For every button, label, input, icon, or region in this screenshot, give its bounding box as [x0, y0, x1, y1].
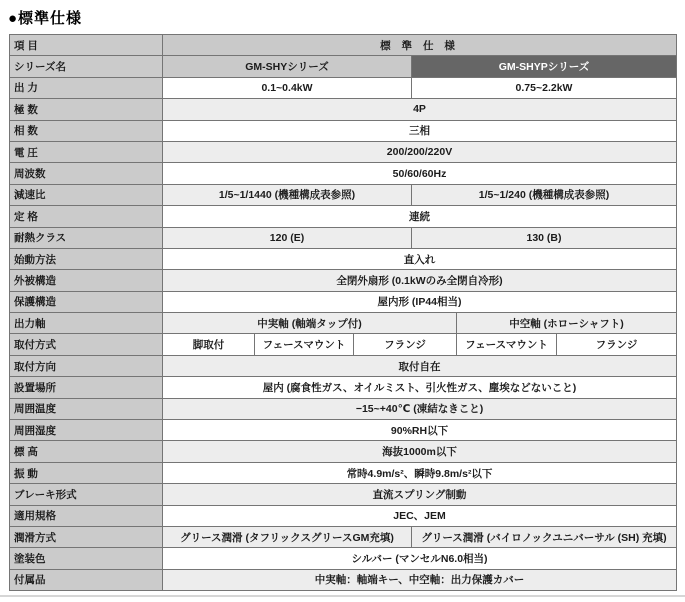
standard-spec-table [9, 34, 677, 591]
table-row [10, 355, 677, 376]
table-row [10, 270, 677, 291]
spec-value-cell: 屋内 (腐食性ガス、オイルミスト、引火性ガス、塵埃などないこと) [163, 377, 677, 398]
spec-value-cell: 屋内形 (IP44相当) [163, 291, 677, 312]
table-row [10, 377, 677, 398]
row-label: 定 格 [10, 206, 163, 227]
row-label: 項 目 [10, 35, 163, 56]
table-row [10, 291, 677, 312]
spec-value-cell: 0.1~0.4kW [163, 77, 412, 98]
table-row [10, 120, 677, 141]
row-label: 相 数 [10, 120, 163, 141]
row-label: 出力軸 [10, 313, 163, 334]
spec-value-cell: 50/60/60Hz [163, 163, 677, 184]
spec-value-cell: 4P [163, 99, 677, 120]
spec-value-cell: 三相 [163, 120, 677, 141]
spec-value-cell: 標 準 仕 様 [163, 35, 677, 56]
spec-value-cell: GM-SHYPシリーズ [412, 56, 677, 77]
spec-value-cell: 中実軸：軸端キー、中空軸：出力保護カバー [163, 569, 677, 590]
spec-value-cell: 直流スプリング制動 [163, 484, 677, 505]
row-label: 耐熱クラス [10, 227, 163, 248]
row-label: 適用規格 [10, 505, 163, 526]
spec-value-cell: 海抜1000m以下 [163, 441, 677, 462]
row-label: 付属品 [10, 569, 163, 590]
row-label: 潤滑方式 [10, 526, 163, 547]
spec-value-cell: −15~+40℃ (凍結なきこと) [163, 398, 677, 419]
spec-value-cell: グリース潤滑 (タフリックスグリースGM充填) [163, 526, 412, 547]
spec-value-cell: 中空軸 (ホローシャフト) [457, 313, 677, 334]
row-label: 取付方向 [10, 355, 163, 376]
row-label: 電 圧 [10, 141, 163, 162]
table-row [10, 206, 677, 227]
row-label: シリーズ名 [10, 56, 163, 77]
row-label: 出 力 [10, 77, 163, 98]
row-label: 塗装色 [10, 548, 163, 569]
spec-value-cell: フランジ [354, 334, 457, 355]
table-row [10, 184, 677, 205]
row-label: 設置場所 [10, 377, 163, 398]
row-label: 標 高 [10, 441, 163, 462]
table-row [10, 35, 677, 56]
table-row [10, 163, 677, 184]
spec-value-cell: 常時4.9m/s²、瞬時9.8m/s²以下 [163, 462, 677, 483]
row-label: 減速比 [10, 184, 163, 205]
table-row [10, 462, 677, 483]
table-row [10, 420, 677, 441]
row-label: 始動方法 [10, 248, 163, 269]
table-row [10, 441, 677, 462]
table-row [10, 77, 677, 98]
page-title: ●標準仕様 [8, 10, 83, 27]
table-row [10, 313, 677, 334]
row-label: 極 数 [10, 99, 163, 120]
row-label: 外被構造 [10, 270, 163, 291]
table-row [10, 484, 677, 505]
row-label: 周波数 [10, 163, 163, 184]
spec-value-cell: 120 (E) [163, 227, 412, 248]
spec-value-cell: グリース潤滑 (バイロノックユニバーサル (SH) 充填) [412, 526, 677, 547]
table-row [10, 526, 677, 547]
spec-value-cell: シルバー (マンセルN6.0相当) [163, 548, 677, 569]
table-row [10, 141, 677, 162]
table-row [10, 505, 677, 526]
row-label: 保護構造 [10, 291, 163, 312]
table-row [10, 569, 677, 590]
table-row [10, 398, 677, 419]
bottom-divider [0, 595, 685, 597]
spec-value-cell: 直入れ [163, 248, 677, 269]
row-label: 取付方式 [10, 334, 163, 355]
spec-value-cell: 130 (B) [412, 227, 677, 248]
spec-value-cell: 200/200/220V [163, 141, 677, 162]
row-label: 振 動 [10, 462, 163, 483]
spec-value-cell: 連続 [163, 206, 677, 227]
spec-value-cell: フェースマウント [255, 334, 354, 355]
spec-value-cell: フランジ [557, 334, 677, 355]
spec-value-cell: フェースマウント [457, 334, 557, 355]
row-label: 周囲温度 [10, 398, 163, 419]
row-label: 周囲湿度 [10, 420, 163, 441]
table-row [10, 227, 677, 248]
table-row [10, 248, 677, 269]
spec-value-cell: 90%RH以下 [163, 420, 677, 441]
catalog-spec-page [0, 7, 685, 597]
spec-value-cell: 中実軸 (軸端タップ付) [163, 313, 457, 334]
table-row [10, 334, 677, 355]
spec-value-cell: GM-SHYシリーズ [163, 56, 412, 77]
spec-value-cell: 1/5~1/1440 (機種構成表参照) [163, 184, 412, 205]
spec-value-cell: 0.75~2.2kW [412, 77, 677, 98]
table-row [10, 548, 677, 569]
spec-value-cell: 取付自在 [163, 355, 677, 376]
row-label: ブレーキ形式 [10, 484, 163, 505]
spec-value-cell: 全閉外扇形 (0.1kWのみ全閉自冷形) [163, 270, 677, 291]
spec-value-cell: JEC、JEM [163, 505, 677, 526]
spec-value-cell: 1/5~1/240 (機種構成表参照) [412, 184, 677, 205]
table-row [10, 56, 677, 77]
spec-value-cell: 脚取付 [163, 334, 255, 355]
table-row [10, 99, 677, 120]
